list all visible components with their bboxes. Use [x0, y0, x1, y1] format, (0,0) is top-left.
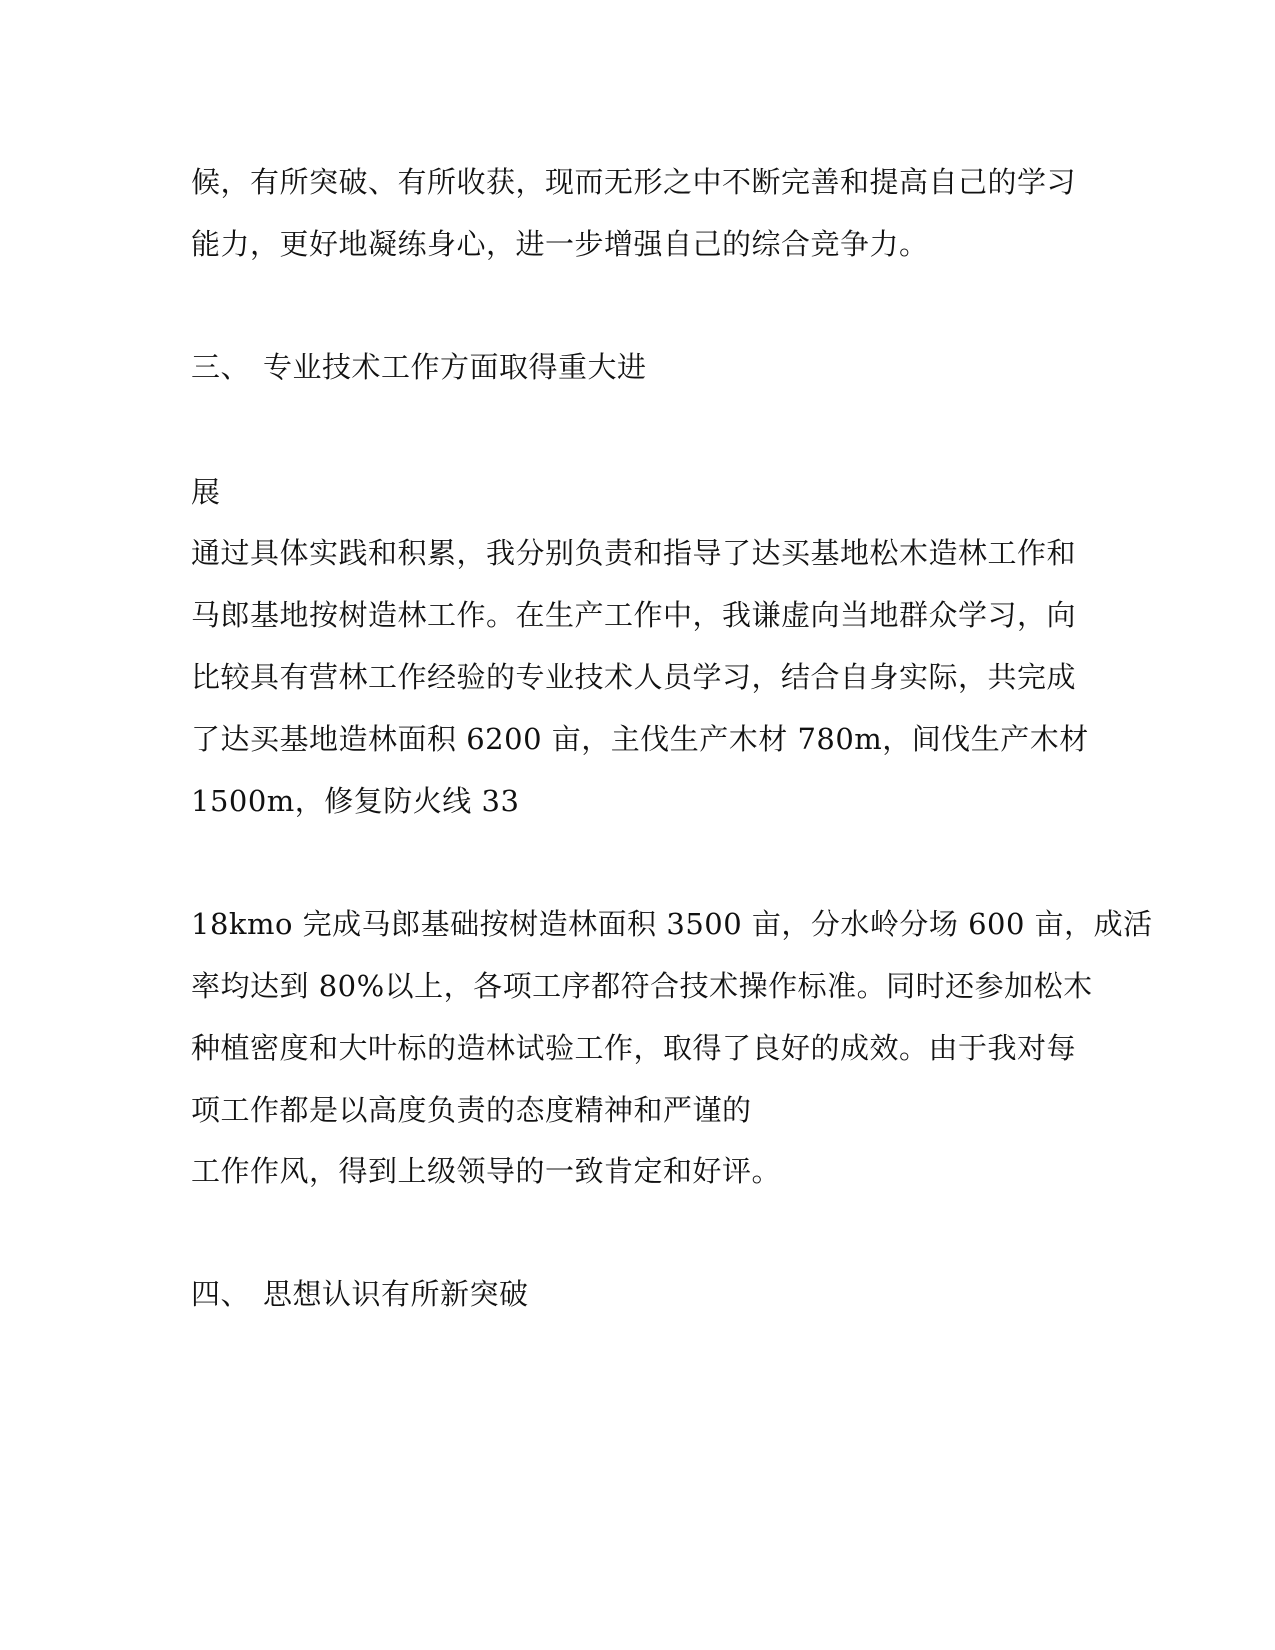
para2-line-2: 马郎基地按树造林工作。在生产工作中，我谦虚向当地群众学习，向	[191, 598, 1077, 632]
section-3-heading	[191, 349, 647, 385]
section-3-title-continued: 展	[191, 475, 221, 509]
para3-line-5: 工作作风，得到上级领导的一致肯定和好评。	[191, 1154, 782, 1188]
para2-line-1: 通过具体实践和积累，我分别负责和指导了达买基地松木造林工作和	[191, 536, 1077, 570]
para2-line-5: 1500m，修复防火线 33	[191, 784, 520, 818]
section-3-title: 专业技术工作方面取得重大进	[263, 350, 647, 384]
para1-line-2: 能力，更好地凝练身心，进一步增强自己的综合竞争力。	[191, 227, 929, 261]
para3-line-4: 项工作都是以高度负责的态度精神和严谨的	[191, 1093, 752, 1127]
para2-line-3: 比较具有营林工作经验的专业技术人员学习，结合自身实际，共完成	[191, 660, 1077, 694]
section-4-title: 思想认识有所新突破	[263, 1277, 529, 1311]
section-4-number: 四、	[191, 1277, 251, 1311]
para3-line-3: 种植密度和大叶标的造林试验工作，取得了良好的成效。由于我对每	[191, 1031, 1077, 1065]
para3-line-1: 18kmo 完成马郎基础按树造林面积 3500 亩，分水岭分场 600 亩，成活	[191, 907, 1153, 941]
para2-line-4: 了达买基地造林面积 6200 亩，主伐生产木材 780m，间伐生产木材	[191, 722, 1089, 756]
section-4-heading	[191, 1276, 529, 1312]
section-3-number: 三、	[191, 350, 251, 384]
para3-line-2: 率均达到 80%以上，各项工序都符合技术操作标准。同时还参加松木	[191, 969, 1093, 1003]
para1-line-1: 候，有所突破、有所收获，现而无形之中不断完善和提高自己的学习	[191, 165, 1077, 199]
